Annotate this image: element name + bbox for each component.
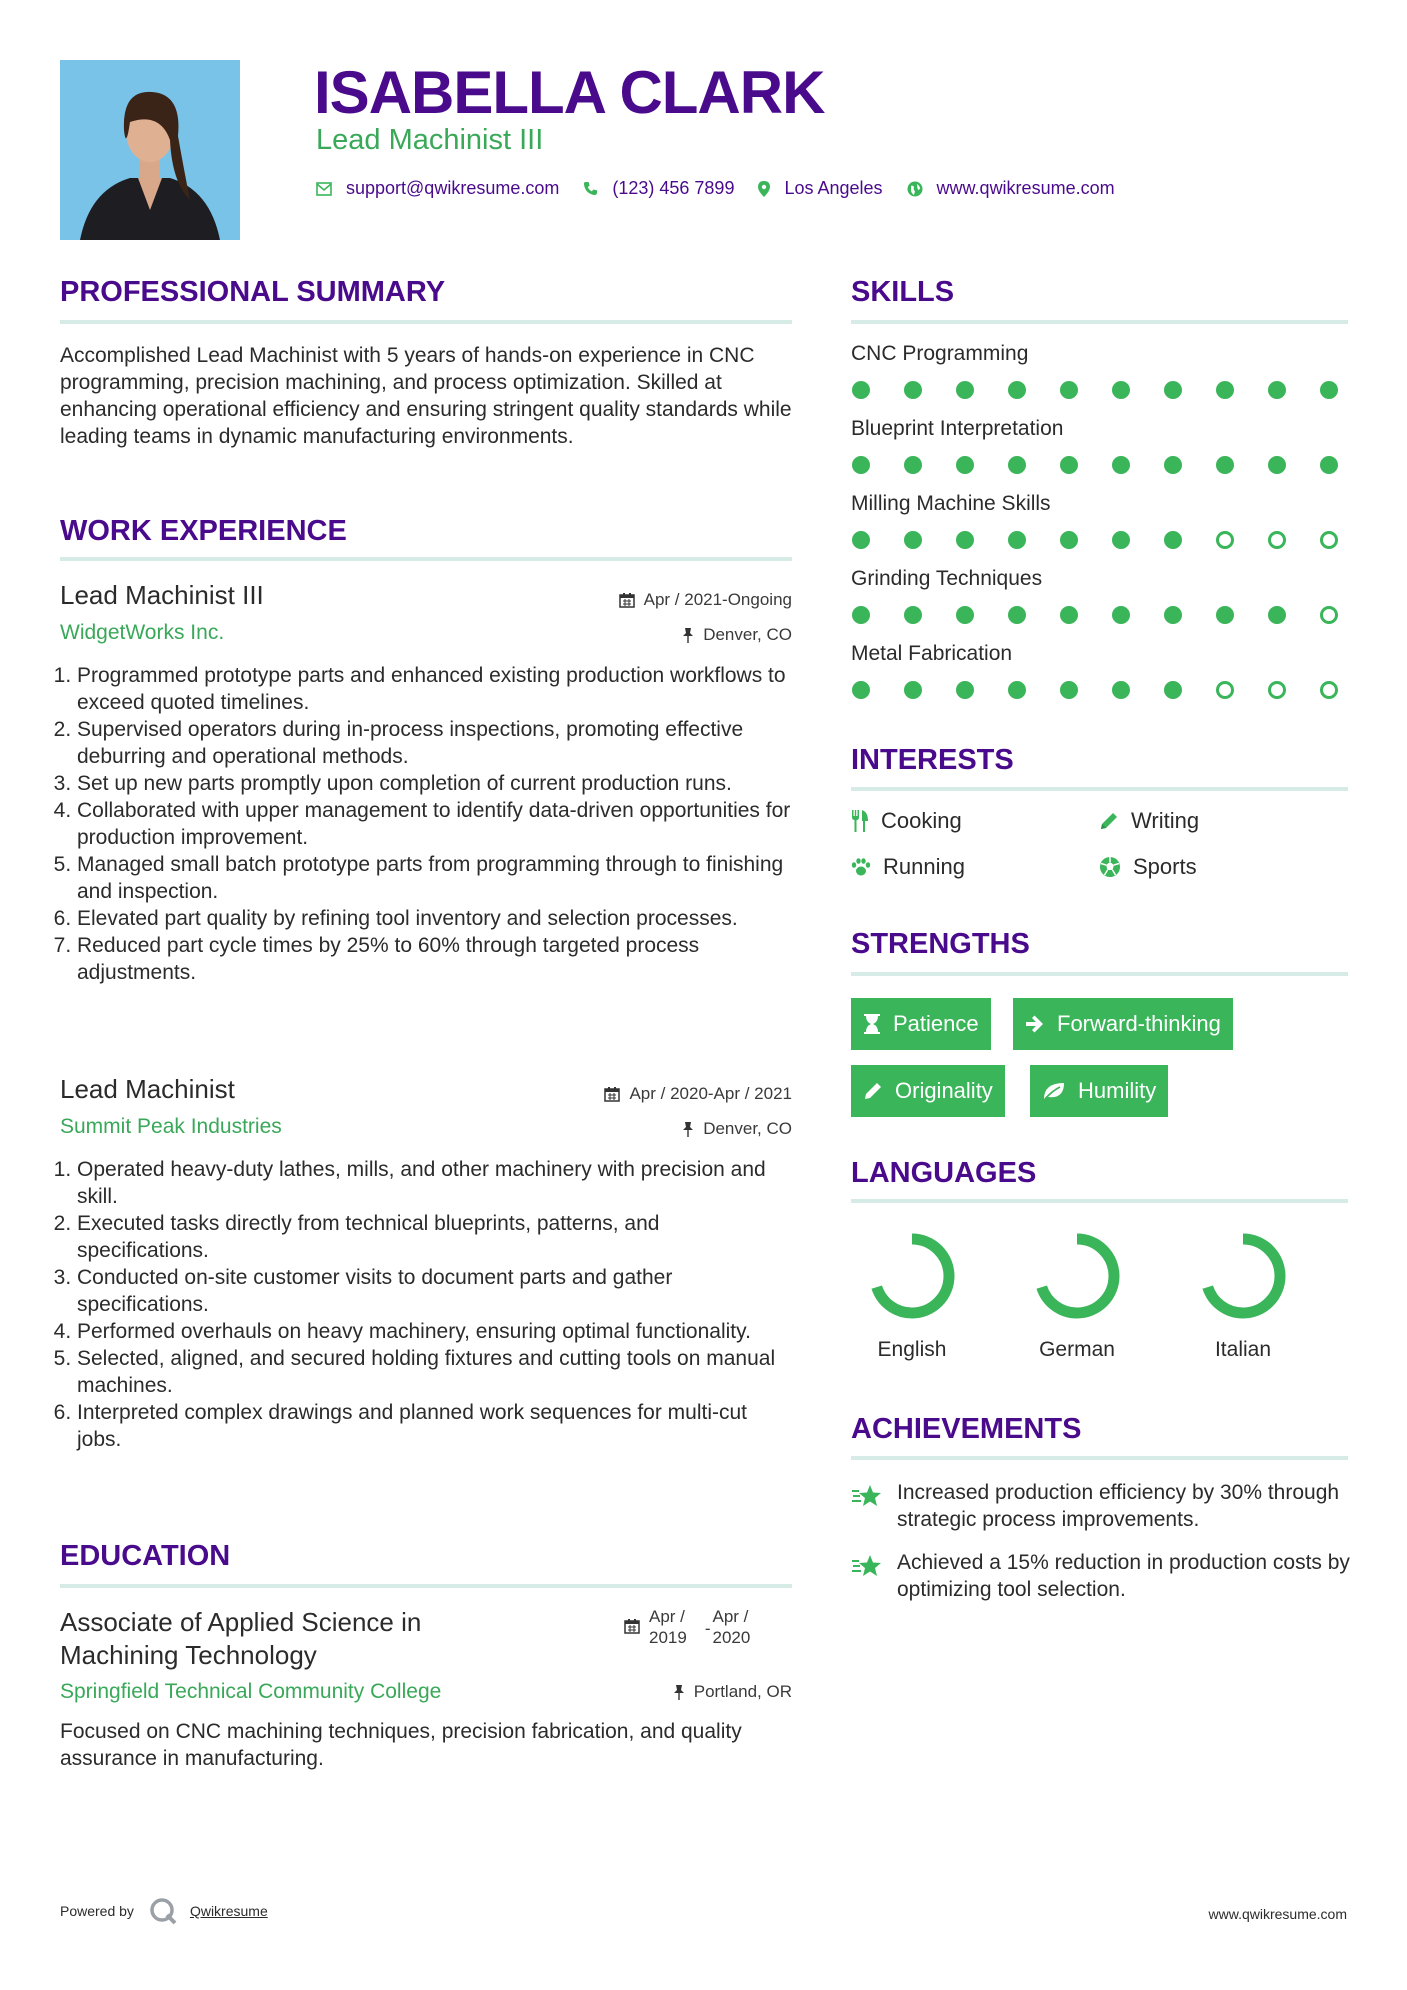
job-location (682, 1119, 792, 1139)
experience-divider (60, 557, 792, 561)
education-location-text: Portland, OR (693, 1682, 792, 1701)
qwikresume-logo-icon (148, 1896, 178, 1926)
rating-dot-filled (1268, 456, 1286, 474)
rating-dot-filled (1060, 606, 1078, 624)
rating-dot-filled (1060, 456, 1078, 474)
rating-dot-filled (1060, 531, 1078, 549)
end-month: Apr / (712, 1607, 749, 1626)
job-bullet-list (57, 1156, 792, 1453)
rating-dot-filled (904, 381, 922, 399)
rating-dot-filled (1216, 456, 1234, 474)
candidate-title: Lead Machinist III (316, 124, 544, 156)
rating-dot-filled (1008, 456, 1026, 474)
skill-rating (852, 681, 1338, 699)
email-text: support@qwikresume.com (346, 178, 560, 198)
strengths-divider (851, 972, 1348, 976)
job-location-text: Denver, CO (703, 1119, 792, 1138)
rating-dot-filled (852, 681, 870, 699)
rating-dot-filled (1060, 681, 1078, 699)
rating-dot-filled (1164, 606, 1182, 624)
job-title: Lead Machinist III (60, 580, 264, 610)
skills-heading: SKILLS (851, 276, 955, 308)
pushpin-icon (682, 1121, 694, 1137)
language-ring (1183, 1226, 1303, 1331)
list-item: 1. Operated heavy-duty lathes, mills, and other machinery with precision and skill. (77, 1156, 792, 1210)
rating-dot-filled (904, 681, 922, 699)
language-label: Italian (1214, 1338, 1272, 1361)
interests-heading: INTERESTS (851, 744, 1014, 776)
skill-label: CNC Programming (851, 342, 1029, 365)
list-item: 3. Conducted on-site customer visits to document parts and gather specifications. (77, 1264, 792, 1318)
language-level-arc (1206, 1239, 1280, 1313)
rating-dot-filled (1008, 681, 1026, 699)
rating-dot-empty (1268, 531, 1286, 549)
rating-dot-filled (1008, 381, 1026, 399)
paw-icon (851, 857, 871, 877)
education-heading: EDUCATION (60, 1540, 231, 1572)
skill-label: Milling Machine Skills (851, 492, 1051, 515)
list-item: 6. Elevated part quality by refining tool inventory and selection processes. (77, 905, 792, 932)
rating-dot-filled (1320, 381, 1338, 399)
interest-running (851, 854, 965, 880)
start-month: Apr / (649, 1607, 685, 1626)
rating-dot-filled (904, 456, 922, 474)
experience-heading: WORK EXPERIENCE (60, 515, 347, 547)
education-dates (624, 1606, 750, 1648)
interest-writing (1099, 808, 1199, 834)
education-end-date (713, 1606, 751, 1648)
map-pin-icon (758, 181, 770, 197)
rating-dot-filled (1008, 531, 1026, 549)
achievement-text: Achieved a 15% reduction in production costs by optimizing tool selection. (897, 1551, 1350, 1601)
list-item: 2. Executed tasks directly from technical blueprints, patterns, and specifications. (77, 1210, 792, 1264)
rating-dot-empty (1320, 531, 1338, 549)
rating-dot-filled (904, 606, 922, 624)
interest-sports (1099, 854, 1197, 880)
shooting-star-icon (851, 1483, 883, 1509)
shooting-star-icon (851, 1553, 883, 1579)
person-portrait-icon (60, 60, 240, 240)
interest-label: Running (883, 854, 965, 879)
job-dates (604, 1084, 792, 1104)
job-dates-text: Apr / 2021-Ongoing (643, 590, 792, 609)
list-item: 5. Selected, aligned, and secured holding fixtures and cutting tools on manual machines. (77, 1345, 792, 1399)
interest-label: Sports (1133, 854, 1197, 879)
strength-humility (1030, 1065, 1168, 1117)
education-divider (60, 1584, 792, 1588)
rating-dot-filled (1112, 606, 1130, 624)
rating-dot-filled (1112, 456, 1130, 474)
rating-dot-filled (852, 606, 870, 624)
list-item: 5. Managed small batch prototype parts from programming through to finishing and inspection. (77, 851, 792, 905)
interest-label: Writing (1131, 808, 1200, 833)
profile-photo (60, 60, 240, 240)
strength-label: Originality (895, 1078, 993, 1103)
contact-phone[interactable] (583, 178, 734, 199)
company-name: Summit Peak Industries (60, 1115, 282, 1138)
strength-label: Forward-thinking (1057, 1011, 1221, 1036)
calendar-icon (619, 592, 635, 608)
rating-dot-filled (956, 681, 974, 699)
rating-dot-empty (1320, 681, 1338, 699)
pencil-icon (1099, 811, 1119, 831)
skill-label: Grinding Techniques (851, 567, 1043, 590)
list-item: 4. Collaborated with upper management to identify data-driven opportunities for production improvement. (77, 797, 792, 851)
strength-patience (851, 998, 991, 1050)
phone-text: (123) 456 7899 (612, 178, 735, 198)
summary-text: Accomplished Lead Machinist with 5 years of hands-on experience in CNC programming, precision machining, and process optimization. Skilled at enhancing operational efficiency and ensuring stringent quality standards while leading teams in dynamic manufacturing environments. (60, 344, 792, 448)
rating-dot-filled (1320, 456, 1338, 474)
summary-heading: PROFESSIONAL SUMMARY (60, 276, 446, 308)
footer-powered-by (60, 1896, 268, 1926)
skill-rating (852, 381, 1338, 399)
rating-dot-filled (1112, 381, 1130, 399)
start-year: 2019 (649, 1628, 687, 1647)
rating-dot-filled (1164, 381, 1182, 399)
skill-rating (852, 456, 1338, 474)
rating-dot-filled (956, 531, 974, 549)
contact-bar (316, 178, 1139, 199)
globe-icon (907, 181, 923, 197)
pushpin-icon (673, 1684, 685, 1700)
contact-website[interactable] (907, 178, 1115, 199)
envelope-icon (316, 182, 332, 196)
rating-dot-filled (1008, 606, 1026, 624)
arrow-right-icon (1025, 1014, 1045, 1034)
website-text: www.qwikresume.com (936, 178, 1115, 198)
calendar-icon (604, 1086, 620, 1102)
list-item: 2. Supervised operators during in-process inspections, promoting effective deburring and operational methods. (77, 716, 792, 770)
calendar-icon (624, 1618, 640, 1634)
rating-dot-filled (1216, 606, 1234, 624)
rating-dot-filled (1164, 456, 1182, 474)
date-separator: - (704, 1619, 711, 1638)
skill-label: Metal Fabrication (851, 642, 1013, 665)
rating-dot-filled (956, 456, 974, 474)
list-item: 3. Set up new parts promptly upon completion of current production runs. (77, 770, 792, 797)
rating-dot-filled (1268, 606, 1286, 624)
rating-dot-empty (1268, 681, 1286, 699)
progress-ring-icon (1027, 1226, 1127, 1326)
job-title: Lead Machinist (60, 1074, 235, 1104)
rating-dot-empty (1320, 606, 1338, 624)
location-text: Los Angeles (784, 178, 883, 198)
pushpin-icon (682, 627, 694, 643)
fork-knife-icon (851, 810, 869, 832)
company-name: WidgetWorks Inc. (60, 621, 225, 644)
languages-divider (851, 1199, 1348, 1203)
contact-email[interactable] (316, 178, 559, 199)
achievement-item (851, 1549, 1351, 1603)
skill-rating (852, 606, 1338, 624)
end-year: 2020 (712, 1628, 751, 1647)
language-label: German (1039, 1338, 1115, 1361)
skill-label: Blueprint Interpretation (851, 417, 1064, 440)
rating-dot-filled (852, 531, 870, 549)
strength-forward-thinking (1013, 998, 1233, 1050)
achievements-heading: ACHIEVEMENTS (851, 1413, 1082, 1445)
job-dates-text: Apr / 2020-Apr / 2021 (629, 1084, 792, 1103)
rating-dot-filled (956, 606, 974, 624)
interest-cooking (851, 808, 962, 834)
leaf-icon (1042, 1081, 1066, 1101)
rating-dot-filled (1216, 381, 1234, 399)
job-location-text: Denver, CO (703, 625, 792, 644)
list-item: 6. Interpreted complex drawings and planned work sequences for multi-cut jobs. (77, 1399, 792, 1453)
job-bullet-list (57, 662, 792, 986)
skills-divider (851, 320, 1348, 324)
rating-dot-filled (1112, 531, 1130, 549)
language-level-arc (1040, 1239, 1114, 1313)
footer-brand-link[interactable]: Qwikresume (189, 1903, 268, 1919)
summary-divider (60, 320, 792, 324)
rating-dot-filled (1060, 381, 1078, 399)
progress-ring-icon (1193, 1226, 1293, 1326)
list-item: 7. Reduced part cycle times by 25% to 60% through targeted process adjustments. (77, 932, 792, 986)
language-ring (1017, 1226, 1137, 1331)
rating-dot-filled (1112, 681, 1130, 699)
powered-by-text: Powered by (60, 1903, 134, 1919)
soccer-ball-icon (1099, 856, 1121, 878)
rating-dot-filled (1164, 681, 1182, 699)
footer-site[interactable]: www.qwikresume.com (1208, 1906, 1347, 1922)
language-label: English (877, 1338, 947, 1361)
school-name: Springfield Technical Community College (60, 1680, 442, 1703)
rating-dot-filled (1164, 531, 1182, 549)
job-location (682, 625, 792, 645)
languages-heading: LANGUAGES (851, 1157, 1037, 1189)
rating-dot-filled (852, 381, 870, 399)
interest-label: Cooking (881, 808, 962, 833)
rating-dot-filled (956, 381, 974, 399)
list-item: 4. Performed overhauls on heavy machinery, ensuring optimal functionality. (77, 1318, 792, 1345)
list-item: 1. Programmed prototype parts and enhanced existing production workflows to exceed quoted timelines. (77, 662, 792, 716)
rating-dot-filled (904, 531, 922, 549)
achievement-text: Increased production efficiency by 30% through strategic process improvements. (897, 1481, 1340, 1531)
strength-label: Humility (1078, 1078, 1157, 1103)
candidate-name: ISABELLA CLARK (314, 59, 825, 126)
rating-dot-empty (1216, 531, 1234, 549)
rating-dot-empty (1216, 681, 1234, 699)
education-start-date (649, 1606, 687, 1648)
achievements-divider (851, 1456, 1348, 1460)
education-description: Focused on CNC machining techniques, precision fabrication, and quality assurance in manufacturing. (60, 1720, 742, 1770)
hourglass-icon (863, 1013, 881, 1035)
education-location (673, 1682, 792, 1702)
skill-rating (852, 531, 1338, 549)
rating-dot-filled (852, 456, 870, 474)
strength-label: Patience (893, 1011, 979, 1036)
achievement-item (851, 1479, 1351, 1533)
degree-title (60, 1606, 421, 1672)
rating-dot-filled (1268, 381, 1286, 399)
strength-originality (851, 1065, 1005, 1117)
degree-line-2: Machining Technology (60, 1640, 317, 1670)
degree-line-1: Associate of Applied Science in (60, 1607, 422, 1637)
interests-divider (851, 787, 1348, 791)
pencil-icon (863, 1081, 883, 1101)
contact-location (758, 178, 882, 199)
language-level-arc (875, 1239, 949, 1313)
progress-ring-icon (862, 1226, 962, 1326)
language-ring (852, 1226, 972, 1331)
strengths-heading: STRENGTHS (851, 928, 1030, 960)
job-dates (619, 590, 792, 610)
phone-icon (583, 181, 598, 196)
